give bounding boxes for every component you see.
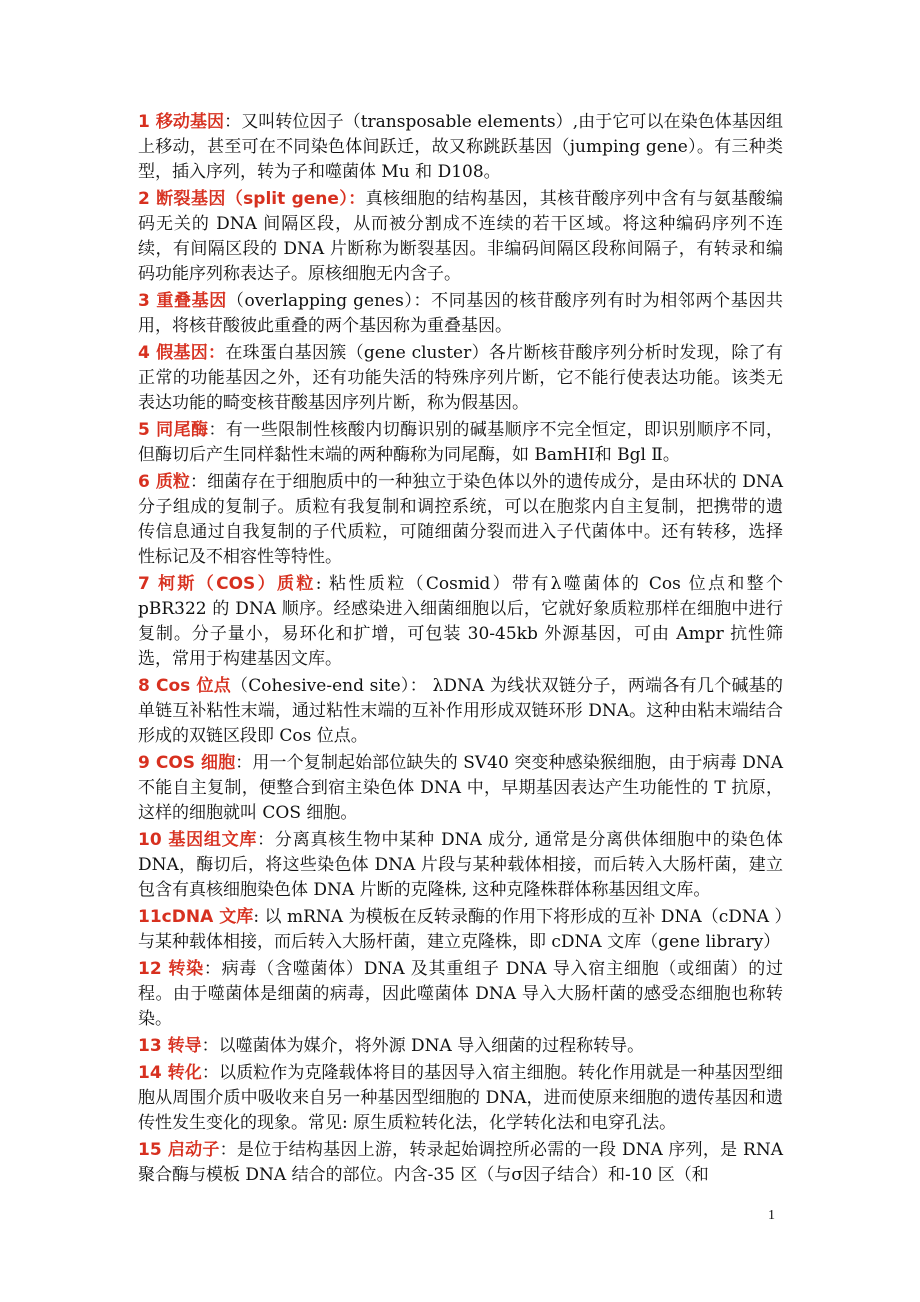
glossary-entry	[138, 187, 783, 287]
entry-definition: : 以 mRNA 为模板在反转录酶的作用下将形成的互补 DNA（cDNA ）与某种载体相接，而后转入大肠杆菌，建立克隆株，即 cDNA 文库（gene library）	[138, 907, 784, 952]
entry-definition: ：以噬菌体为媒介，将外源 DNA 导入细菌的过程称转导。	[201, 1036, 645, 1056]
glossary-entry	[138, 674, 783, 749]
page-number: 1	[768, 1208, 775, 1223]
entry-definition: 在珠蛋白基因簇（gene cluster）各片断核苷酸序列分析时发现，除了有正常的功能基因之外，还有功能失活的特殊序列片断，它不能行使表达功能。该类无表达功能的畸变核苷酸基因序列片断，称为假基因。	[138, 343, 783, 413]
glossary-entry	[138, 289, 783, 339]
glossary-entry	[138, 957, 783, 1032]
entry-definition: ：用一个复制起始部位缺失的 SV40 突变种感染猴细胞，由于病毒 DNA 不能自主复制，便整合到宿主染色体 DNA 中，早期基因表达产生功能性的 T 抗原，这样的细胞就叫 COS 细胞。	[138, 753, 783, 823]
glossary-entry	[138, 1061, 783, 1136]
entry-term: 7 柯斯（COS）质粒	[138, 574, 316, 594]
glossary-entry	[138, 751, 783, 826]
glossary-entry	[138, 572, 783, 672]
entry-definition: ：细菌存在于细胞质中的一种独立于染色体以外的遗传成分，是由环状的 DNA 分子组成的复制子。质粒有我复制和调控系统，可以在胞浆内自主复制，把携带的遗传信息通过自我复制的子代质粒，可随细菌分裂而进入子代菌体中。还有转移，选择性标记及不相容性等特性。	[138, 472, 784, 567]
entry-definition: ：病毒（含噬菌体）DNA 及其重组子 DNA 导入宿主细胞（或细菌）的过程。由于噬菌体是细菌的病毒，因此噬菌体 DNA 导入大肠杆菌的感受态细胞也称转染。	[138, 959, 783, 1029]
glossary-entry	[138, 470, 783, 570]
entry-definition: : 粘性质粒（Cosmid）带有λ噬菌体的 Cos 位点和整个 pBR322 的 DNA 顺序。经感染进入细菌细胞以后，它就好象质粒那样在细胞中进行复制。分子量小，易环化和扩增，可包装 30-45kb 外源基因，可由 Ampr 抗性筛选，常用于构建基因文库。	[138, 574, 784, 669]
entry-term: 13 转导	[138, 1036, 202, 1056]
entry-term: 5 同尾酶	[138, 420, 209, 440]
glossary-entry	[138, 828, 783, 903]
entry-term: 15 启动子	[138, 1140, 220, 1160]
entry-definition: ：有一些限制性核酸内切酶识别的碱基顺序不完全恒定，即识别顺序不同，但酶切后产生同样黏性末端的两种酶称为同尾酶，如 BamHⅠ和 Bgl Ⅱ。	[138, 420, 784, 465]
entry-term: 9 COS 细胞	[138, 753, 236, 773]
glossary-entry	[138, 110, 783, 185]
entry-term: 1 移动基因	[138, 112, 225, 132]
entry-definition: ：又叫转位因子（transposable elements）,由于它可以在染色体基因组上移动，甚至可在不同染色体间跃迁，故又称跳跃基因（jumping gene）。有三种类型，插入序列，转为子和噬菌体 Mu 和 D108。	[138, 112, 783, 182]
glossary-entry	[138, 418, 783, 468]
entry-term: 10 基因组文库	[138, 830, 258, 850]
glossary-entry	[138, 1034, 783, 1059]
entry-definition: ：以质粒作为克隆载体将目的基因导入宿主细胞。转化作用就是一种基因型细胞从周围介质中吸收来自另一种基因型细胞的 DNA，进而使原来细胞的遗传基因和遗传性发生变化的现象。常见: 原生质粒转化法，化学转化法和电穿孔法。	[138, 1063, 784, 1133]
entry-term: 14 转化	[138, 1063, 202, 1083]
entry-definition: ：是位于结构基因上游，转录起始调控所必需的一段 DNA 序列，是 RNA 聚合酶与模板 DNA 结合的部位。内含-35 区（与σ因子结合）和-10 区（和	[138, 1140, 783, 1185]
entry-term: 6 质粒	[138, 472, 191, 492]
entry-term: 12 转染	[138, 959, 204, 979]
glossary-entry	[138, 341, 783, 416]
entry-definition: （Cohesive-end site）： λDNA 为线状双链分子，两端各有几个碱基的单链互补粘性末端，通过粘性末端的互补作用形成双链环形 DNA。这种由粘末端结合形成的双链区段即 Cos 位点。	[138, 676, 783, 746]
entry-term: 11cDNA 文库	[138, 907, 254, 927]
entry-term: 2 断裂基因（split gene）：	[138, 189, 366, 209]
glossary-entry	[138, 1138, 783, 1188]
entry-term: 4 假基因：	[138, 343, 226, 363]
entry-term: 8 Cos 位点	[138, 676, 231, 696]
glossary-text	[138, 110, 783, 1190]
entry-definition: （overlapping genes）：不同基因的核苷酸序列有时为相邻两个基因共用，将核苷酸彼此重叠的两个基因称为重叠基因。	[138, 291, 783, 336]
entry-term: 3 重叠基因	[138, 291, 227, 311]
glossary-entry	[138, 905, 783, 955]
entry-definition: ：分离真核生物中某种 DNA 成分, 通常是分离供体细胞中的染色体 DNA，酶切后，将这些染色体 DNA 片段与某种载体相接，而后转入大肠杆菌，建立包含有真核细胞染色体 DNA 片断的克隆株, 这种克隆株群体称基因组文库。	[138, 830, 783, 900]
entry-definition: 真核细胞的结构基因，其核苷酸序列中含有与氨基酸编码无关的 DNA 间隔区段，从而被分割成不连续的若干区域。将这种编码序列不连续，有间隔区段的 DNA 片断称为断裂基因。非编码间隔区段称间隔子，有转录和编码功能序列称表达子。原核细胞无内含子。	[138, 189, 783, 284]
